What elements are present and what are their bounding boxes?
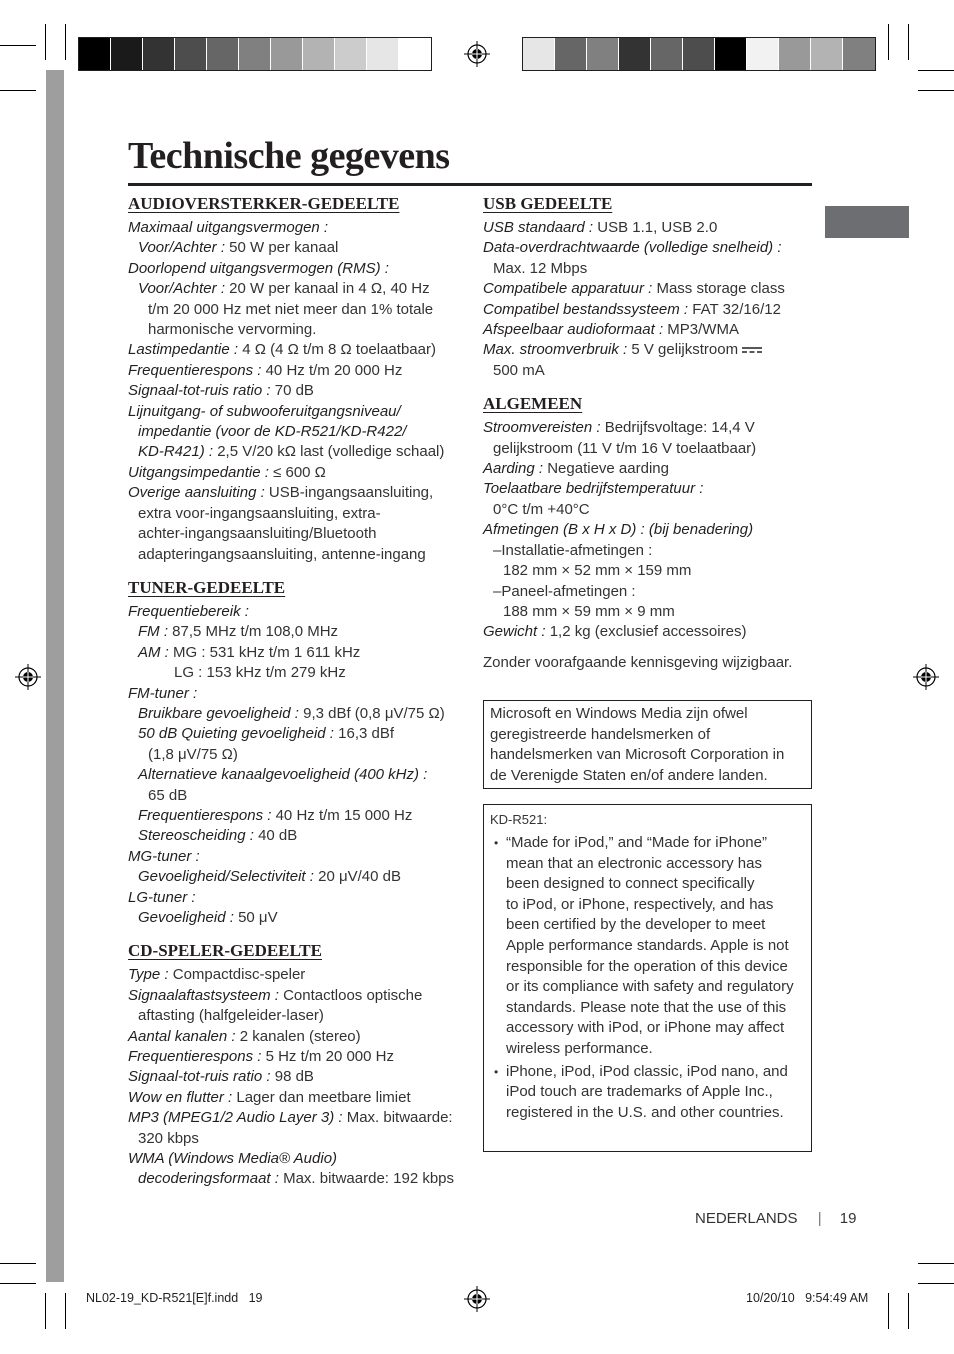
crop-mark [918, 1283, 954, 1284]
spec-line: Alternatieve kanaalgevoeligheid (400 kHz) : [138, 766, 428, 784]
spec-line: Signaal-tot-ruis ratio : 70 dB [128, 382, 314, 400]
crop-mark [0, 90, 36, 91]
spec-line: –Paneel-afmetingen : [493, 582, 636, 600]
spec-line: Gevoeligheid : 50 μV [138, 909, 278, 926]
crop-mark [45, 1293, 46, 1329]
spec-line: 65 dB [148, 786, 188, 804]
spec-line: 188 mm × 59 mm × 9 mm [503, 602, 675, 620]
section-heading-tuner: TUNER-GEDEELTE [128, 577, 286, 597]
spec-line: Type : Compactdisc-speler [128, 966, 306, 984]
section-heading-general: ALGEMEEN [483, 394, 583, 414]
spec-line: FM-tuner : [128, 684, 198, 702]
spec-line: FM : 87,5 MHz t/m 108,0 MHz [138, 623, 339, 641]
registration-mark-icon [464, 1286, 490, 1312]
spec-line: 320 kbps [138, 1129, 199, 1147]
spec-line: 182 mm × 52 mm × 159 mm [503, 562, 692, 580]
spec-line: extra voor-ingangsaansluiting, extra- [138, 504, 381, 522]
crop-mark [888, 24, 889, 60]
spec-line: LG-tuner : [128, 888, 196, 906]
section-heading-usb: USB GEDEELTE [483, 194, 613, 213]
spec-line: WMA (Windows Media® Audio) [128, 1150, 338, 1168]
spec-line: MG-tuner : [128, 847, 200, 865]
spec-line: USB standaard : USB 1.1, USB 2.0 [483, 219, 718, 236]
page-title: Technische gegevens [128, 135, 450, 177]
crop-mark [45, 24, 46, 60]
spec-line: Maximaal uitgangsvermogen : [128, 219, 329, 236]
spec-line: Overige aansluiting : USB-ingangsaansluiting, [128, 484, 434, 502]
spec-line: Data-overdrachtwaarde (volledige snelheid) : [483, 239, 782, 257]
box-line: handelsmerken van Microsoft Corporation in [490, 746, 785, 764]
spec-line: 0°C t/m +40°C [493, 500, 590, 518]
spec-line: gelijkstroom (11 V t/m 16 V toelaatbaar) [493, 439, 757, 457]
spec-line: Aarding : Negatieve aarding [483, 460, 669, 478]
spec-line: Bruikbare gevoeligheid : 9,3 dBf (0,8 μV/75 Ω) [138, 704, 445, 722]
spec-line: decoderingsformaat : Max. bitwaarde: 192 kbps [138, 1170, 455, 1188]
apple-trademark-box [483, 804, 812, 1152]
spec-line: Frequentierespons : 40 Hz t/m 20 000 Hz [128, 361, 403, 379]
registration-mark-icon [15, 664, 41, 690]
crop-mark [65, 1293, 66, 1329]
spec-line: Frequentiebereik : [128, 602, 249, 620]
spec-line: Compatibel bestandssysteem : FAT 32/16/12 [483, 300, 781, 318]
spec-line: Frequentierespons : 5 Hz t/m 20 000 Hz [128, 1048, 394, 1066]
microsoft-trademark-box [483, 700, 812, 789]
bullet-made-for-ipod: • “Made for iPod,” and “Made for iPhone” mean that an electronic accessory has been designed to connect specifically to iPod, or iPhone, respectively, and has been certified by the developer to meet Apple performance standards. Apple is not responsible for the operation of this device or its compliance with safety and regulatory standards. Please note that the use of this accessory with iPod, or iPhone may affect wireless performance. [490, 833, 805, 1060]
spec-line: KD-R421) : 2,5 V/20 kΩ last (volledige schaal) [138, 443, 445, 461]
spec-line: achter-ingangsaansluiting/Bluetooth [138, 525, 377, 543]
spec-line: Max. stroomverbruik : 5 V gelijkstroom [483, 340, 813, 360]
spec-line: Afspeelbaar audioformaat : MP3/WMA [483, 321, 739, 339]
right-column [483, 193, 813, 673]
crop-mark [65, 24, 66, 60]
spec-line: Signaal-tot-ruis ratio : 98 dB [128, 1068, 314, 1086]
crop-mark [888, 1293, 889, 1329]
page-footer [695, 1210, 856, 1227]
page-number: 19 [839, 1210, 857, 1227]
section-heading-cd: CD-SPELER-GEDEELTE [128, 941, 322, 961]
language-tab-marker [825, 206, 909, 238]
box-heading: KD-R521: [490, 812, 548, 827]
spec-line: Wow en flutter : Lager dan meetbare limiet [128, 1088, 411, 1106]
crop-mark [0, 1283, 36, 1284]
slug-timestamp: 10/20/10 9:54:49 AM [746, 1291, 869, 1305]
spec-line: 50 dB Quieting gevoeligheid : 16,3 dBf [138, 725, 395, 743]
crop-mark [0, 1263, 36, 1264]
crop-mark [918, 1263, 954, 1264]
spec-line: aftasting (halfgeleider-laser) [138, 1007, 324, 1025]
spec-line: t/m 20 000 Hz met niet meer dan 1% totale [148, 300, 434, 318]
box-line: geregistreerde handelsmerken of [490, 725, 711, 743]
spec-line: LG : 153 kHz t/m 279 kHz [174, 664, 346, 682]
registration-mark-icon [464, 41, 490, 67]
spec-line: Gewicht : 1,2 kg (exclusief accessoires) [483, 623, 747, 641]
spec-line: Lijnuitgang- of subwooferuitgangsniveau/ [128, 402, 401, 420]
spec-line: Stereoscheiding : 40 dB [138, 827, 298, 845]
footer-separator: | [817, 1210, 822, 1227]
section-heading-audio: AUDIOVERSTERKER-GEDEELTE [128, 194, 400, 213]
spec-line: Voor/Achter : 20 W per kanaal in 4 Ω, 40 Hz [138, 280, 430, 298]
spec-line: Uitgangsimpedantie : ≤ 600 Ω [128, 463, 326, 481]
crop-mark [918, 70, 954, 71]
spec-line: Compatibele apparatuur : Mass storage class [483, 280, 785, 298]
spec-line: harmonische vervorming. [148, 321, 317, 339]
registration-mark-icon [913, 664, 939, 690]
box-line: Microsoft en Windows Media zijn ofwel [490, 705, 748, 722]
spec-line: Afmetingen (B x H x D) : (bij benadering) [483, 521, 754, 539]
slug-filename: NL02-19_KD-R521[E]f.indd 19 [86, 1291, 263, 1305]
spec-line: Toelaatbare bedrijfstemperatuur : [483, 480, 704, 498]
spec-line: Signaalaftastsysteem : Contactloos optische [128, 986, 423, 1004]
spec-line: 500 mA [493, 361, 545, 379]
spec-line: impedantie (voor de KD-R521/KD-R422/ [138, 423, 407, 441]
gray-scale-swatches-left [78, 37, 432, 71]
change-notice: Zonder voorafgaande kennisgeving wijzigbaar. [483, 653, 793, 671]
spec-line: Gevoeligheid/Selectiviteit : 20 μV/40 dB [138, 868, 401, 886]
spec-line: Aantal kanalen : 2 kanalen (stereo) [128, 1027, 361, 1045]
spec-line: (1,8 μV/75 Ω) [148, 745, 238, 763]
spec-line: Frequentierespons : 40 Hz t/m 15 000 Hz [138, 806, 413, 824]
spec-line: MP3 (MPEG1/2 Audio Layer 3) : Max. bitwaarde: [128, 1109, 453, 1127]
spec-line: adapteringangsaansluiting, antenne-ingang [138, 545, 426, 563]
spec-line: Stroomvereisten : Bedrijfsvoltage: 14,4 V [483, 419, 755, 437]
footer-language: NEDERLANDS [695, 1210, 798, 1227]
spec-line: Doorlopend uitgangsvermogen (RMS) : [128, 259, 389, 277]
dc-symbol-icon [742, 345, 762, 355]
crop-mark [908, 1293, 909, 1329]
box-line: de Verenigde Staten en/of andere landen. [490, 766, 768, 784]
side-color-bar [46, 70, 64, 1282]
crop-mark [908, 24, 909, 60]
gray-scale-swatches-right [522, 37, 876, 71]
crop-mark [0, 45, 36, 46]
spec-line: Voor/Achter : 50 W per kanaal [138, 239, 339, 257]
crop-mark [918, 90, 954, 91]
bullet-apple-trademarks: • iPhone, iPod, iPod classic, iPod nano, and iPod touch are trademarks of Apple Inc., registered in the U.S. and other countries. [490, 1062, 805, 1124]
spec-line: –Installatie-afmetingen : [493, 541, 653, 559]
left-column [128, 193, 468, 1190]
spec-line: Lastimpedantie : 4 Ω (4 Ω t/m 8 Ω toelaatbaar) [128, 341, 436, 359]
title-rule [128, 183, 812, 186]
spec-line: AM : MG : 531 kHz t/m 1 611 kHz [138, 643, 361, 661]
spec-line: Max. 12 Mbps [493, 259, 588, 277]
